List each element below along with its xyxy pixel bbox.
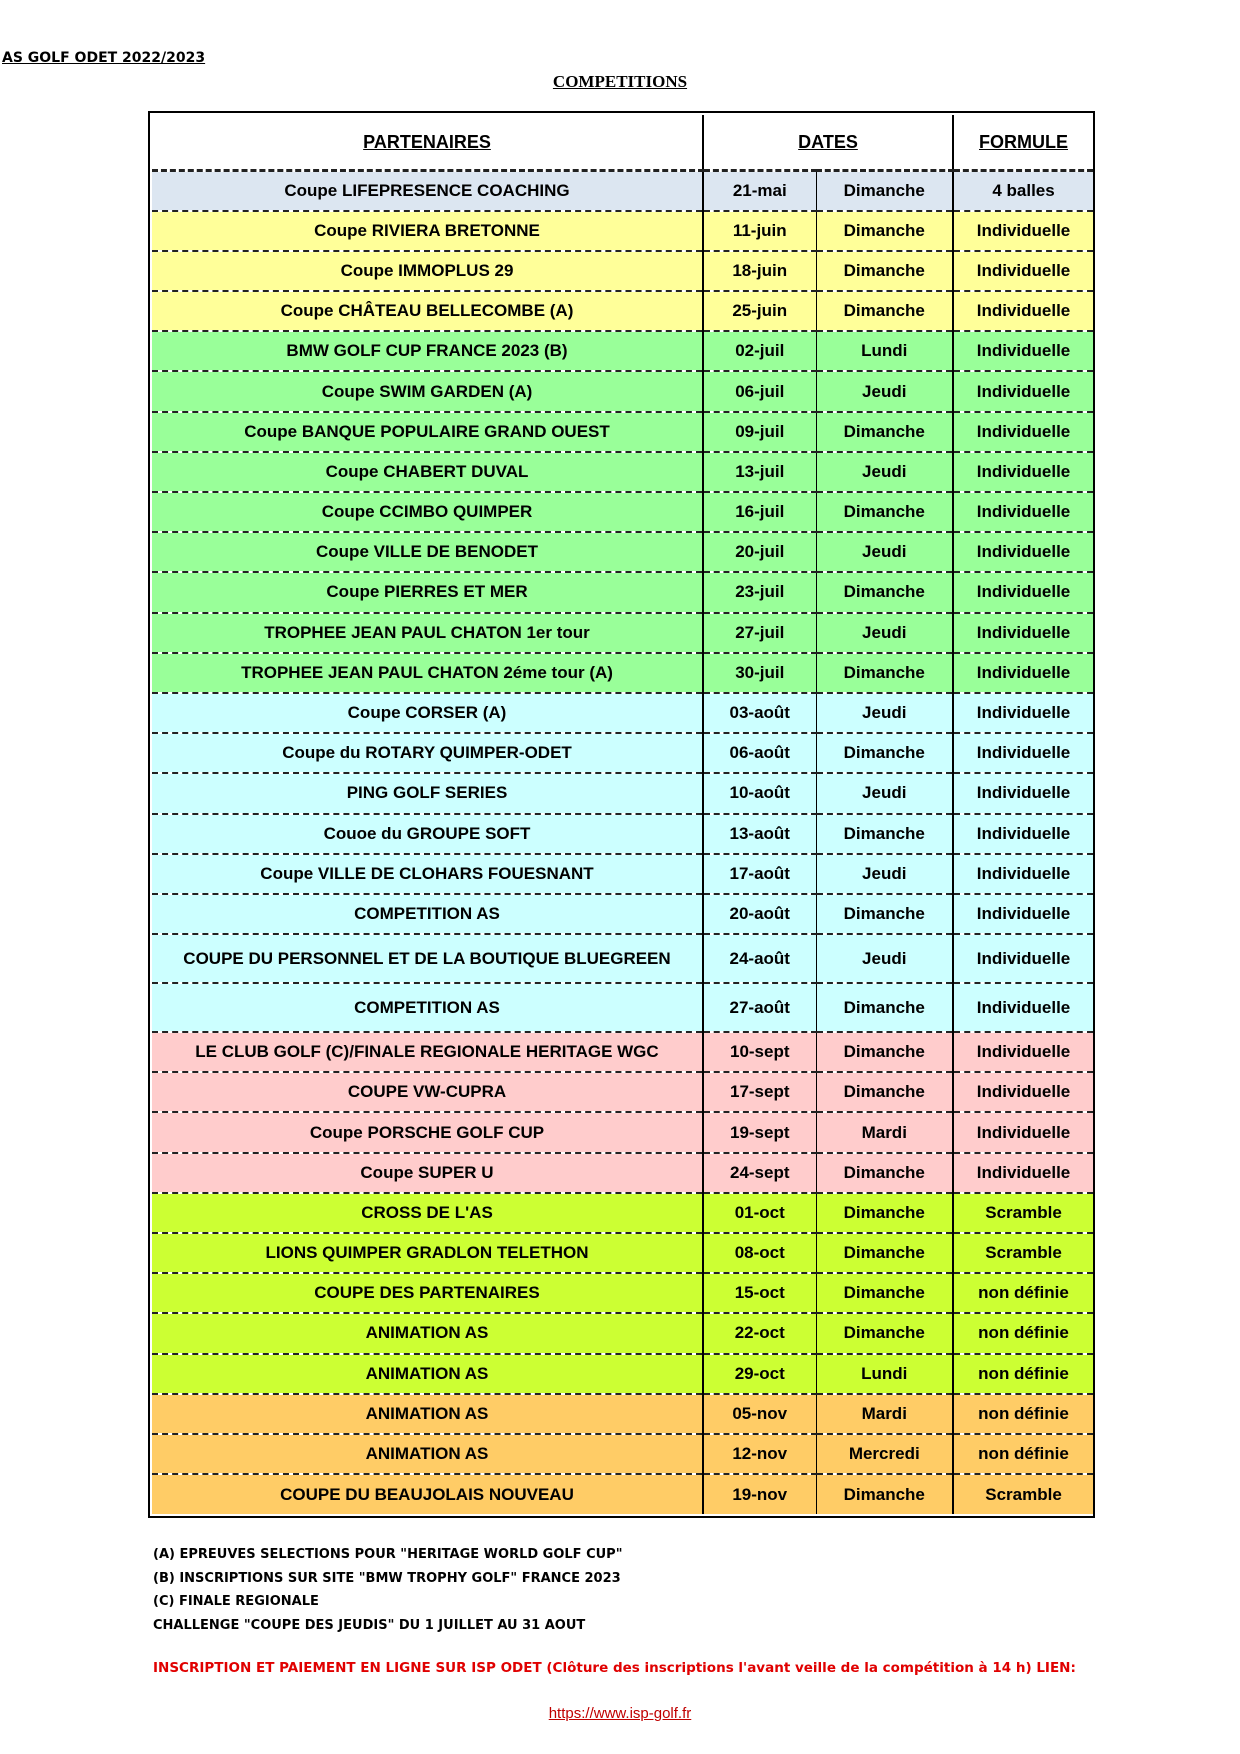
day-cell: Lundi [816,331,953,371]
date-cell: 27-juil [703,613,816,653]
table-body [152,171,1093,1515]
formule-cell: non définie [953,1354,1093,1394]
date-cell: 01-oct [703,1193,816,1233]
isp-golf-link[interactable]: https://www.isp-golf.fr [548,1705,692,1722]
table-row [152,854,1093,894]
table-row [152,1233,1093,1273]
table-row [152,331,1093,371]
competitions-title: COMPETITIONS [552,72,688,91]
competitions-table-frame [148,111,1095,1518]
day-cell: Dimanche [816,572,953,612]
table-row [152,653,1093,693]
day-cell: Dimanche [816,171,953,211]
table-row [152,1112,1093,1152]
day-cell: Jeudi [816,934,953,983]
partner-cell: ANIMATION AS [152,1434,703,1474]
date-cell: 24-sept [703,1153,816,1193]
partner-cell: COUPE VW-CUPRA [152,1072,703,1112]
date-cell: 02-juil [703,331,816,371]
table-row [152,733,1093,773]
table-row [152,1313,1093,1353]
partner-cell: COMPETITION AS [152,894,703,934]
table-row [152,492,1093,532]
partner-cell: Coupe SWIM GARDEN (A) [152,371,703,411]
table-row [152,814,1093,854]
table-row [152,371,1093,411]
date-cell: 17-août [703,854,816,894]
formule-cell: non définie [953,1273,1093,1313]
table-row [152,613,1093,653]
partner-cell: COMPETITION AS [152,983,703,1032]
day-cell: Mercredi [816,1434,953,1474]
partner-cell: BMW GOLF CUP FRANCE 2023 (B) [152,331,703,371]
partner-cell: Coupe RIVIERA BRETONNE [152,211,703,251]
formule-cell: Individuelle [953,291,1093,331]
table-row [152,532,1093,572]
table-row [152,452,1093,492]
partner-cell: Coupe BANQUE POPULAIRE GRAND OUEST [152,412,703,452]
formule-cell: Individuelle [953,894,1093,934]
day-cell: Dimanche [816,653,953,693]
formule-cell: Individuelle [953,211,1093,251]
table-row [152,412,1093,452]
formule-cell: non définie [953,1394,1093,1434]
date-cell: 23-juil [703,572,816,612]
date-cell: 15-oct [703,1273,816,1313]
table-row [152,171,1093,211]
date-cell: 06-août [703,733,816,773]
date-cell: 18-juin [703,251,816,291]
formule-cell: non définie [953,1434,1093,1474]
day-cell: Jeudi [816,532,953,572]
formule-cell: Individuelle [953,983,1093,1032]
inscription-notice: INSCRIPTION ET PAIEMENT EN LIGNE SUR ISP ODET (Clôture des inscriptions l'avant veille de la compétition à 14 h) LIEN: [153,1660,1076,1676]
formule-cell: Individuelle [953,412,1093,452]
header-formule: FORMULE [953,115,1093,171]
day-cell: Lundi [816,1354,953,1394]
formule-cell: Individuelle [953,934,1093,983]
date-cell: 08-oct [703,1233,816,1273]
day-cell: Dimanche [816,1233,953,1273]
day-cell: Dimanche [816,1474,953,1514]
formule-cell: Scramble [953,1233,1093,1273]
formule-cell: Individuelle [953,331,1093,371]
formule-cell: Scramble [953,1193,1093,1233]
date-cell: 22-oct [703,1313,816,1353]
table-header-row [152,115,1093,171]
date-cell: 03-août [703,693,816,733]
table-row [152,1354,1093,1394]
date-cell: 11-juin [703,211,816,251]
partner-cell: Coupe CORSER (A) [152,693,703,733]
formule-cell: Individuelle [953,1072,1093,1112]
formule-cell: Individuelle [953,854,1093,894]
day-cell: Dimanche [816,492,953,532]
formule-cell: Individuelle [953,693,1093,733]
formule-cell: Individuelle [953,251,1093,291]
day-cell: Dimanche [816,291,953,331]
table-row [152,1153,1093,1193]
table-row [152,572,1093,612]
formule-cell: Individuelle [953,613,1093,653]
partner-cell: TROPHEE JEAN PAUL CHATON 2éme tour (A) [152,653,703,693]
day-cell: Dimanche [816,1273,953,1313]
footnote-b: (B) INSCRIPTIONS SUR SITE "BMW TROPHY GOLF" FRANCE 2023 [153,1570,621,1586]
table-row [152,773,1093,813]
table-row [152,983,1093,1032]
formule-cell: Individuelle [953,1032,1093,1072]
day-cell: Dimanche [816,251,953,291]
day-cell: Jeudi [816,371,953,411]
date-cell: 20-juil [703,532,816,572]
partner-cell: LIONS QUIMPER GRADLON TELETHON [152,1233,703,1273]
date-cell: 13-août [703,814,816,854]
day-cell: Dimanche [816,412,953,452]
header-dates: DATES [703,115,953,171]
partner-cell: Coupe IMMOPLUS 29 [152,251,703,291]
formule-cell: Individuelle [953,572,1093,612]
date-cell: 17-sept [703,1072,816,1112]
formule-cell: Individuelle [953,452,1093,492]
day-cell: Mardi [816,1394,953,1434]
formule-cell: Individuelle [953,1112,1093,1152]
partner-cell: LE CLUB GOLF (C)/FINALE REGIONALE HERITAGE WGC [152,1032,703,1072]
partner-cell: Coupe CHÂTEAU BELLECOMBE (A) [152,291,703,331]
partner-cell: COUPE DU BEAUJOLAIS NOUVEAU [152,1474,703,1514]
competitions-table [152,115,1093,1514]
day-cell: Jeudi [816,693,953,733]
partner-cell: Coupe CCIMBO QUIMPER [152,492,703,532]
table-row [152,251,1093,291]
partner-cell: ANIMATION AS [152,1394,703,1434]
day-cell: Jeudi [816,452,953,492]
date-cell: 19-sept [703,1112,816,1152]
formule-cell: Individuelle [953,532,1093,572]
date-cell: 20-août [703,894,816,934]
date-cell: 24-août [703,934,816,983]
date-cell: 10-août [703,773,816,813]
table-row [152,211,1093,251]
day-cell: Dimanche [816,1072,953,1112]
partner-cell: ANIMATION AS [152,1354,703,1394]
formule-cell: Individuelle [953,653,1093,693]
formule-cell: 4 balles [953,171,1093,211]
partner-cell: Coupe VILLE DE BENODET [152,532,703,572]
day-cell: Dimanche [816,814,953,854]
day-cell: Jeudi [816,854,953,894]
date-cell: 19-nov [703,1474,816,1514]
formule-cell: Individuelle [953,773,1093,813]
date-cell: 30-juil [703,653,816,693]
partner-cell: Coupe PIERRES ET MER [152,572,703,612]
partner-cell: Coupe LIFEPRESENCE COACHING [152,171,703,211]
day-cell: Dimanche [816,1313,953,1353]
date-cell: 21-mai [703,171,816,211]
table-row [152,1434,1093,1474]
partner-cell: Coupe CHABERT DUVAL [152,452,703,492]
formule-cell: Individuelle [953,371,1093,411]
partner-cell: TROPHEE JEAN PAUL CHATON 1er tour [152,613,703,653]
date-cell: 25-juin [703,291,816,331]
table-row [152,1193,1093,1233]
formule-cell: non définie [953,1313,1093,1353]
formule-cell: Scramble [985,1484,1062,1504]
date-cell: 16-juil [703,492,816,532]
day-cell: Jeudi [816,773,953,813]
partner-cell: Coupe du ROTARY QUIMPER-ODET [152,733,703,773]
footnote-c: (C) FINALE REGIONALE [153,1594,319,1609]
footnote-a: (A) EPREUVES SELECTIONS POUR "HERITAGE WORLD GOLF CUP" [153,1547,623,1562]
date-cell: 09-juil [703,412,816,452]
header-partenaires: PARTENAIRES [152,115,703,171]
partner-cell: Couoe du GROUPE SOFT [152,814,703,854]
footnote-challenge: CHALLENGE "COUPE DES JEUDIS" DU 1 JUILLET AU 31 AOUT [153,1617,586,1633]
table-row [152,1273,1093,1313]
formule-cell: Individuelle [953,814,1093,854]
day-cell: Dimanche [816,733,953,773]
day-cell: Jeudi [816,613,953,653]
date-cell: 27-août [703,983,816,1032]
formule-cell: Individuelle [953,492,1093,532]
partner-cell: CROSS DE L'AS [152,1193,703,1233]
table-row [152,693,1093,733]
date-cell: 12-nov [703,1434,816,1474]
day-cell: Dimanche [816,894,953,934]
partner-cell: ANIMATION AS [152,1313,703,1353]
footnotes [153,1543,623,1637]
table-row [152,894,1093,934]
date-cell: 05-nov [703,1394,816,1434]
date-cell: 13-juil [703,452,816,492]
day-cell: Mardi [816,1112,953,1152]
date-cell: 29-oct [703,1354,816,1394]
partner-cell: Coupe PORSCHE GOLF CUP [152,1112,703,1152]
partner-cell: COUPE DES PARTENAIRES [152,1273,703,1313]
table-row [152,1032,1093,1072]
partner-cell: PING GOLF SERIES [152,773,703,813]
formule-cell: Individuelle [953,1153,1093,1193]
date-cell: 06-juil [703,371,816,411]
date-cell: 10-sept [703,1032,816,1072]
day-cell: Dimanche [816,1032,953,1072]
day-cell: Dimanche [816,1153,953,1193]
day-cell: Dimanche [816,211,953,251]
day-cell: Dimanche [816,1193,953,1233]
day-cell: Dimanche [816,983,953,1032]
table-row [152,1072,1093,1112]
partner-cell: COUPE DU PERSONNEL ET DE LA BOUTIQUE BLUEGREEN [152,934,703,983]
table-row [152,291,1093,331]
document-title: AS GOLF ODET 2022/2023 [2,50,206,66]
formule-cell: Individuelle [953,733,1093,773]
table-row [152,1474,1093,1514]
partner-cell: Coupe VILLE DE CLOHARS FOUESNANT [152,854,703,894]
table-row [152,934,1093,983]
table-row [152,1394,1093,1434]
partner-cell: Coupe SUPER U [152,1153,703,1193]
